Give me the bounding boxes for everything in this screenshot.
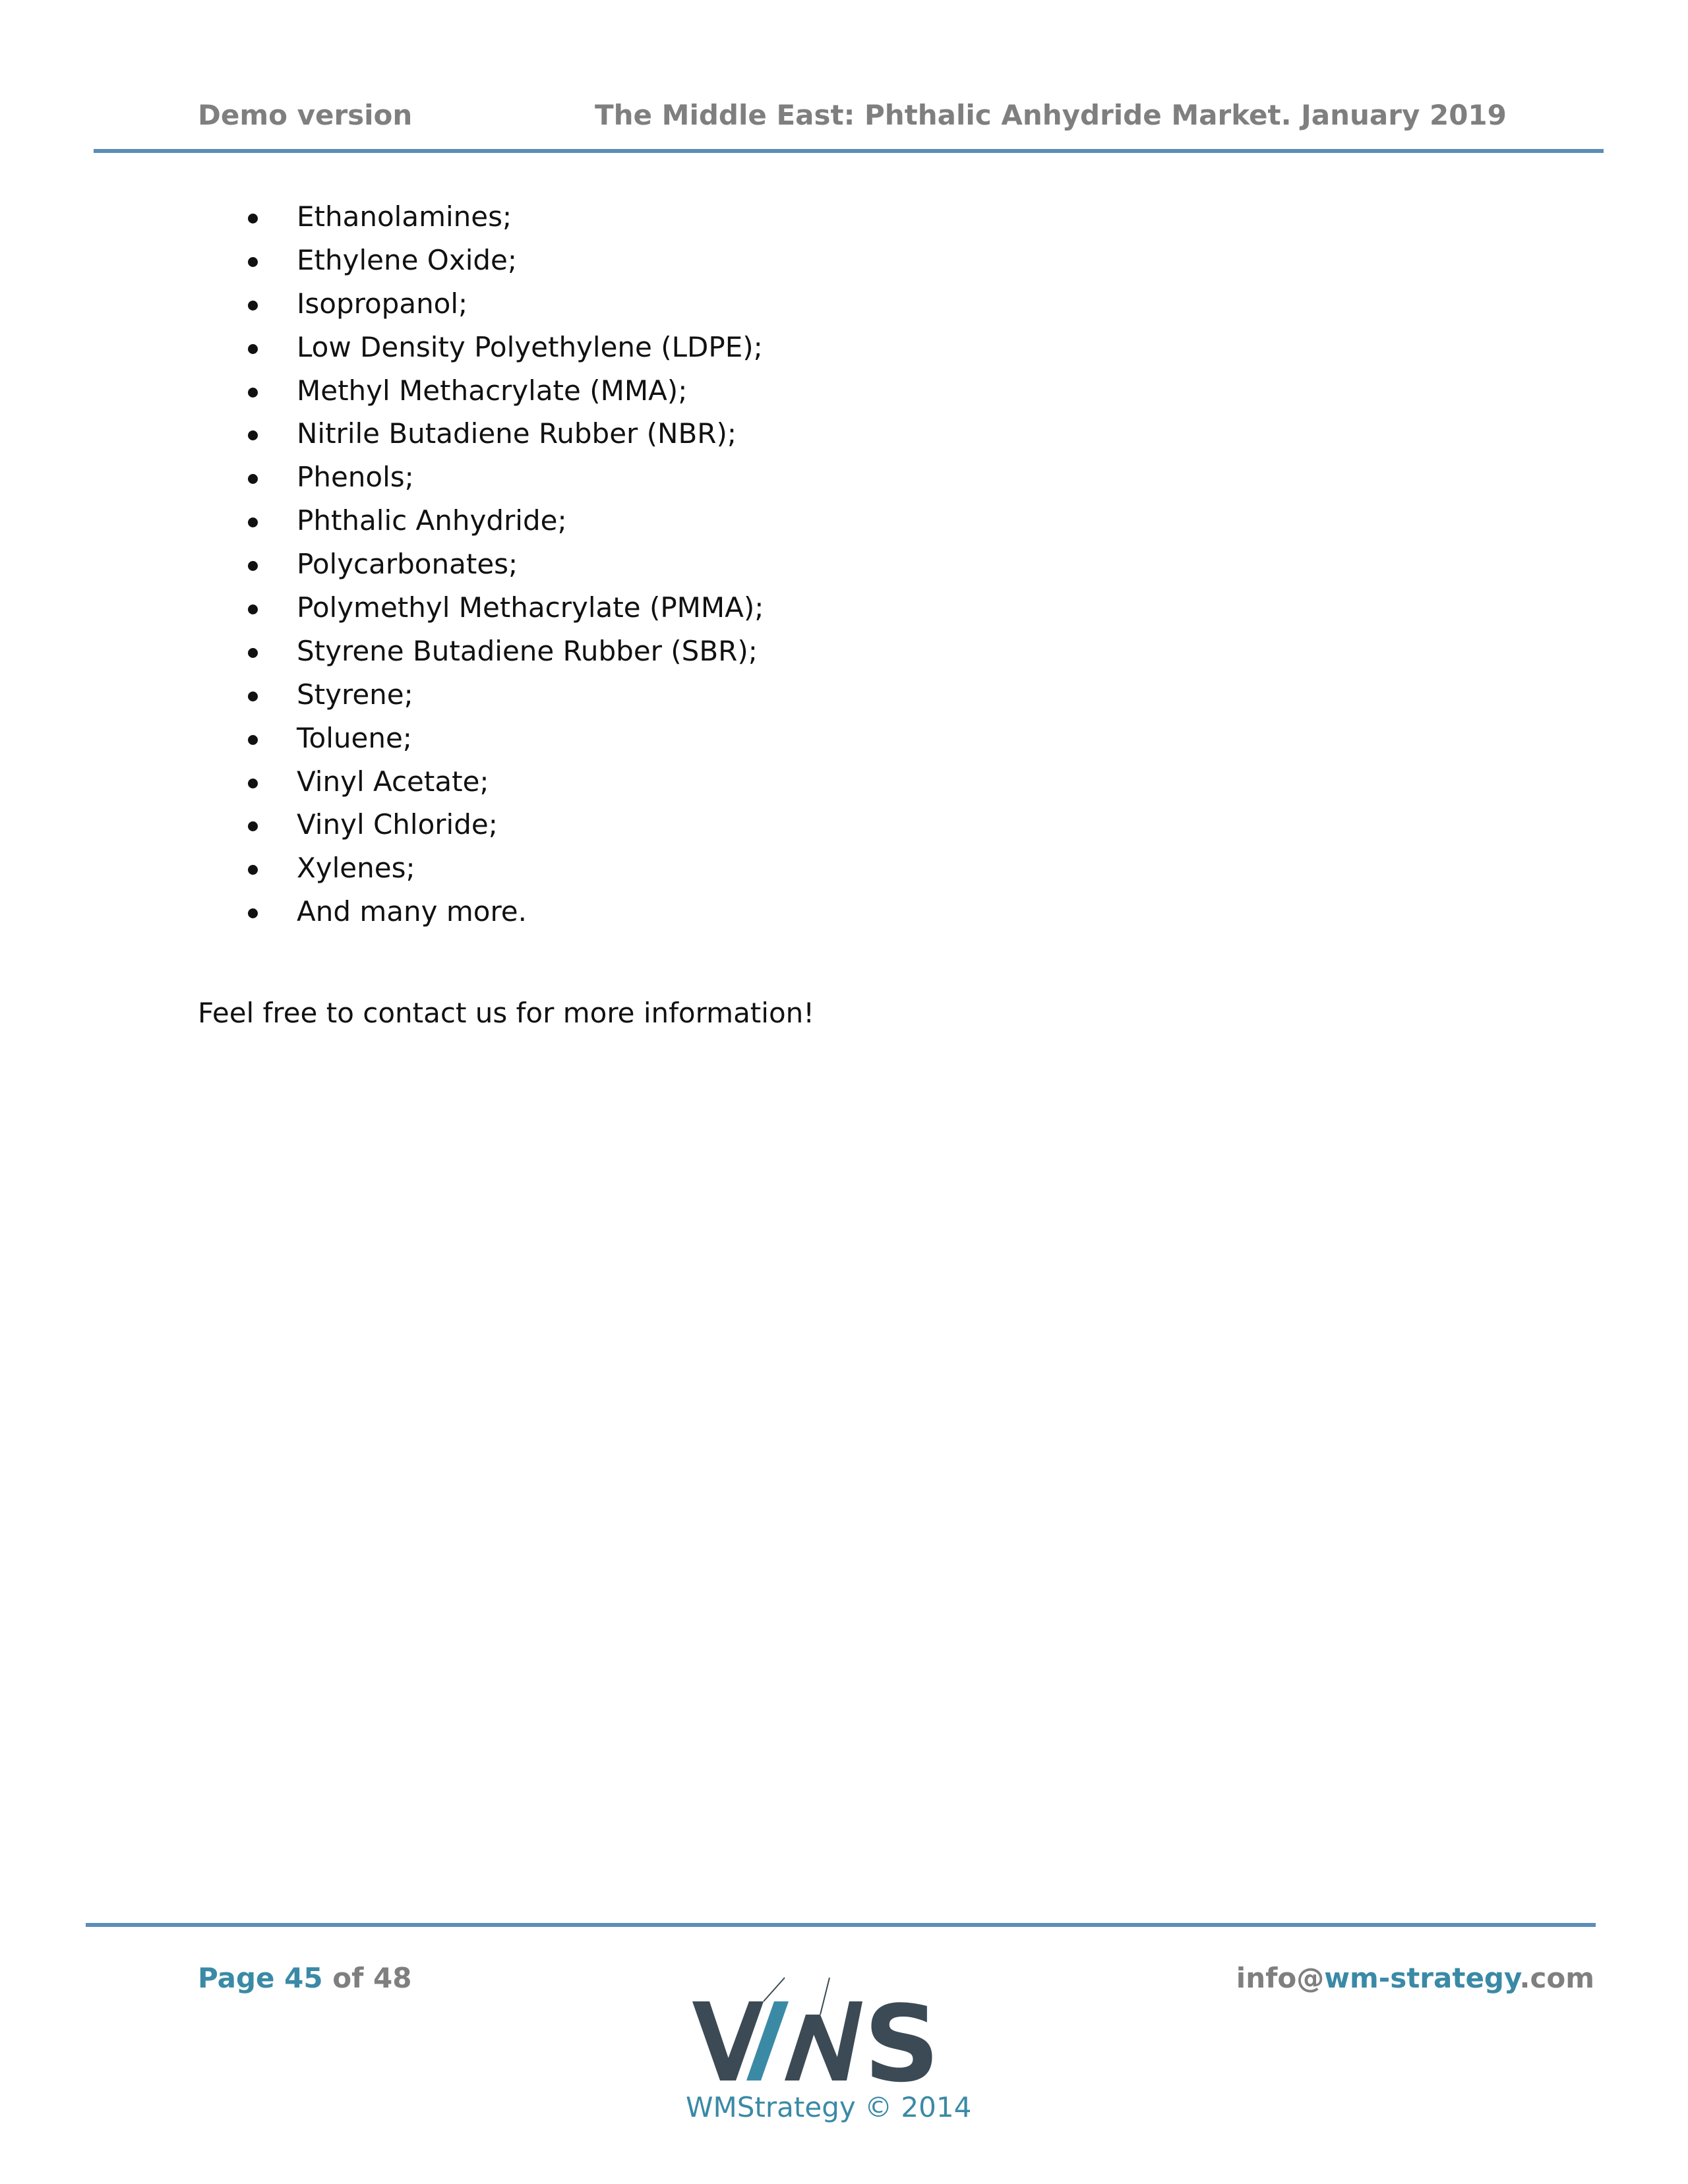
bullet-dot bbox=[248, 344, 258, 354]
bullet-dot bbox=[248, 430, 258, 440]
list-item-text: And many more. bbox=[297, 895, 527, 928]
wms-logo bbox=[686, 1975, 963, 2094]
page-word: Page bbox=[198, 1962, 275, 1994]
logo-s-letter: S bbox=[864, 1982, 940, 2094]
list-item-text: Styrene; bbox=[297, 678, 413, 711]
bullet-dot bbox=[248, 605, 258, 614]
contact-email[interactable] bbox=[1236, 1962, 1594, 1994]
logo-thin-line-2 bbox=[820, 1978, 829, 2015]
bullet-dot bbox=[248, 821, 258, 831]
bullet-dot bbox=[248, 908, 258, 918]
bullet-dot bbox=[248, 735, 258, 745]
page-number bbox=[198, 1962, 411, 1994]
closing-note: Feel free to contact us for more information! bbox=[198, 997, 815, 1029]
page-current: 45 bbox=[284, 1962, 323, 1994]
bullet-dot bbox=[248, 865, 258, 875]
logo-m-right bbox=[832, 2001, 862, 2081]
list-item-text: Phenols; bbox=[297, 461, 414, 494]
header-divider bbox=[94, 149, 1604, 153]
list-item-text: Xylenes; bbox=[297, 852, 415, 885]
footer-divider bbox=[86, 1923, 1596, 1927]
logo-copyright: WMStrategy © 2014 bbox=[686, 2091, 972, 2123]
list-item-text: Ethanolamines; bbox=[297, 200, 512, 233]
list-item-text: Vinyl Acetate; bbox=[297, 765, 489, 798]
bullet-dot bbox=[248, 388, 258, 398]
list-item-text: Polymethyl Methacrylate (PMMA); bbox=[297, 591, 764, 624]
logo-thin-line-1 bbox=[764, 1978, 785, 2001]
bullet-dot bbox=[248, 257, 258, 267]
bullet-dot bbox=[248, 648, 258, 658]
list-item-text: Nitrile Butadiene Rubber (NBR); bbox=[297, 417, 737, 450]
bullet-dot bbox=[248, 214, 258, 223]
email-tld: .com bbox=[1519, 1962, 1594, 1994]
list-item-text: Methyl Methacrylate (MMA); bbox=[297, 374, 688, 407]
list-item-text: Styrene Butadiene Rubber (SBR); bbox=[297, 634, 758, 667]
header-title: The Middle East: Phthalic Anhydride Market. January 2019 bbox=[595, 99, 1507, 131]
list-item-text: Isopropanol; bbox=[297, 287, 468, 320]
list-item-text: Vinyl Chloride; bbox=[297, 808, 498, 841]
bullet-dot bbox=[248, 779, 258, 788]
email-domain: wm-strategy bbox=[1324, 1962, 1520, 1994]
email-user: info@ bbox=[1236, 1962, 1325, 1994]
header-demo-label: Demo version bbox=[198, 99, 413, 131]
list-item-text: Ethylene Oxide; bbox=[297, 243, 518, 276]
bullet-dot bbox=[248, 561, 258, 571]
list-item-text: Polycarbonates; bbox=[297, 548, 518, 581]
bullet-dot bbox=[248, 692, 258, 701]
bullet-dot bbox=[248, 517, 258, 527]
list-item-text: Toluene; bbox=[297, 721, 412, 754]
bullet-dot bbox=[248, 301, 258, 310]
page-total: 48 bbox=[373, 1962, 412, 1994]
list-item-text: Phthalic Anhydride; bbox=[297, 504, 567, 537]
list-item-text: Low Density Polyethylene (LDPE); bbox=[297, 330, 763, 363]
bullet-dot bbox=[248, 474, 258, 484]
page-of: of bbox=[332, 1962, 364, 1994]
